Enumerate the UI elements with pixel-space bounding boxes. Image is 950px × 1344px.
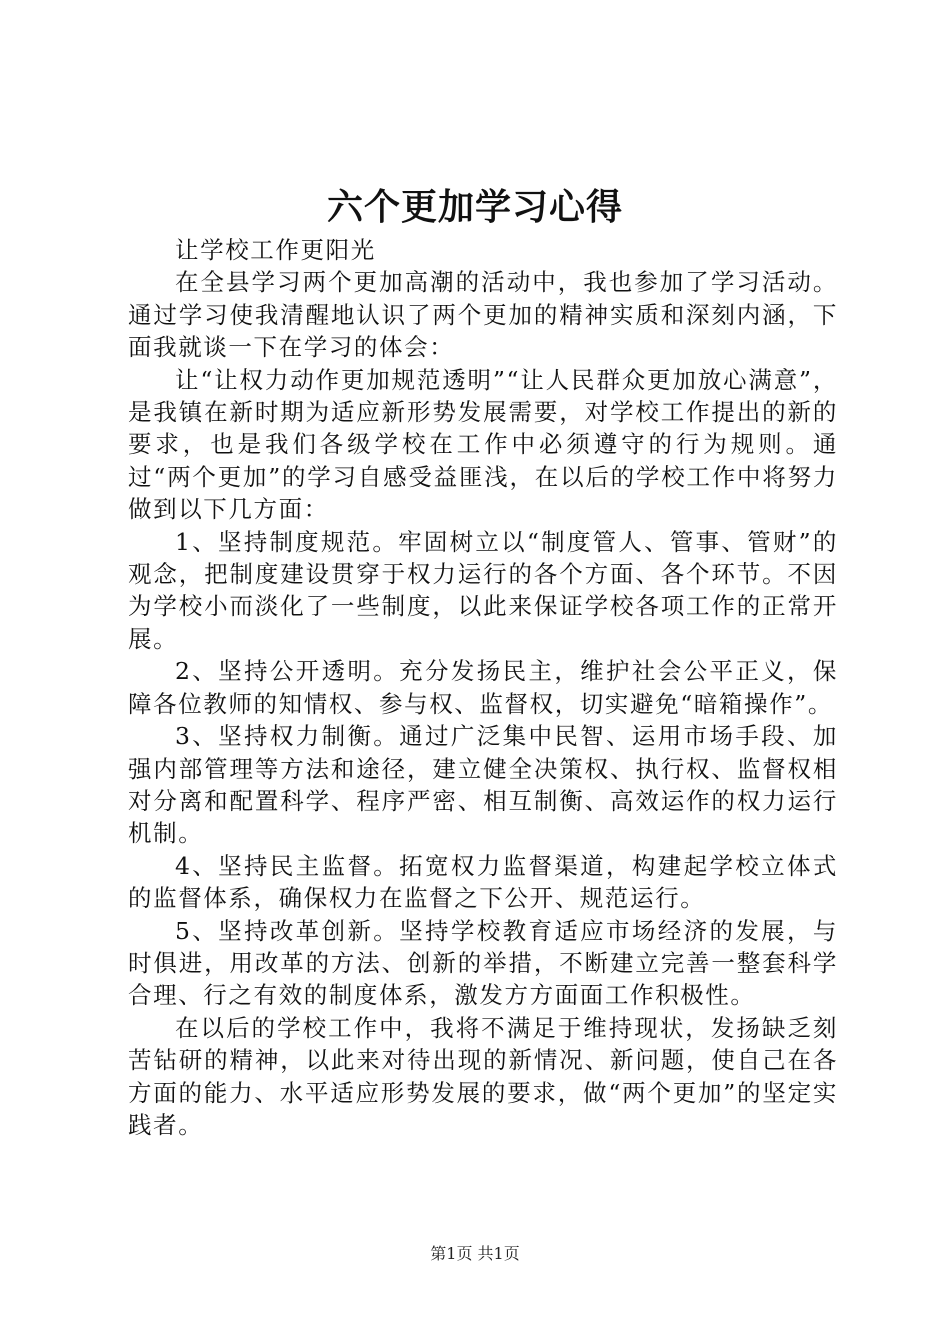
document-title: 六个更加学习心得 (326, 186, 623, 228)
paragraph-point-3: 3、坚持权力制衡。通过广泛集中民智、运用市场手段、加强内部管理等方法和途径，建立健全决策权、执行权、监督权相对分离和配置科学、程序严密、相互制衡、高效运作的权力运行机制。 (128, 722, 838, 848)
paragraph-point-2: 2、坚持公开透明。充分发扬民主，维护社会公平正义，保障各位教师的知情权、参与权、监督权，切实避免“暗箱操作”。 (128, 657, 838, 718)
page-number-footer: 第1页 共1页 (430, 1244, 520, 1263)
paragraph-conclusion: 在以后的学校工作中，我将不满足于维持现状，发扬缺乏刻苦钻研的精神，以此来对待出现的新情况、新问题，使自己在各方面的能力、水平适应形势发展的要求，做“两个更加”的坚定实践者。 (128, 1013, 838, 1139)
paragraph-point-4: 4、坚持民主监督。拓宽权力监督渠道，构建起学校立体式的监督体系，确保权力在监督之下公开、规范运行。 (128, 851, 838, 913)
paragraph-point-5: 5、坚持改革创新。坚持学校教育适应市场经济的发展，与时俱进，用改革的方法、创新的举措，不断建立完善一整套科学合理、行之有效的制度体系，激发方方面面工作积极性。 (128, 916, 838, 1010)
document-subtitle: 让学校工作更阳光 (175, 236, 376, 264)
document-body (128, 234, 838, 1141)
paragraph-requirements: 让“让权力动作更加规范透明”“让人民群众更加放心满意”，是我镇在新时期为适应新形势发展需要，对学校工作提出的新的要求，也是我们各级学校在工作中必须遵守的行为规则。通过“两个更加”的学习自感受益匪浅，在以后的学校工作中将努力做到以下几方面： (128, 365, 838, 524)
paragraph-point-1: 1、坚持制度规范。牢固树立以“制度管人、管事、管财”的观念，把制度建设贯穿于权力运行的各个方面、各个环节。不因为学校小而淡化了一些制度，以此来保证学校各项工作的正常开展。 (128, 527, 838, 653)
paragraph-intro: 在全县学习两个更加高潮的活动中，我也参加了学习活动。通过学习使我清醒地认识了两个更加的精神实质和深刻内涵，下面我就谈一下在学习的体会： (128, 268, 838, 362)
